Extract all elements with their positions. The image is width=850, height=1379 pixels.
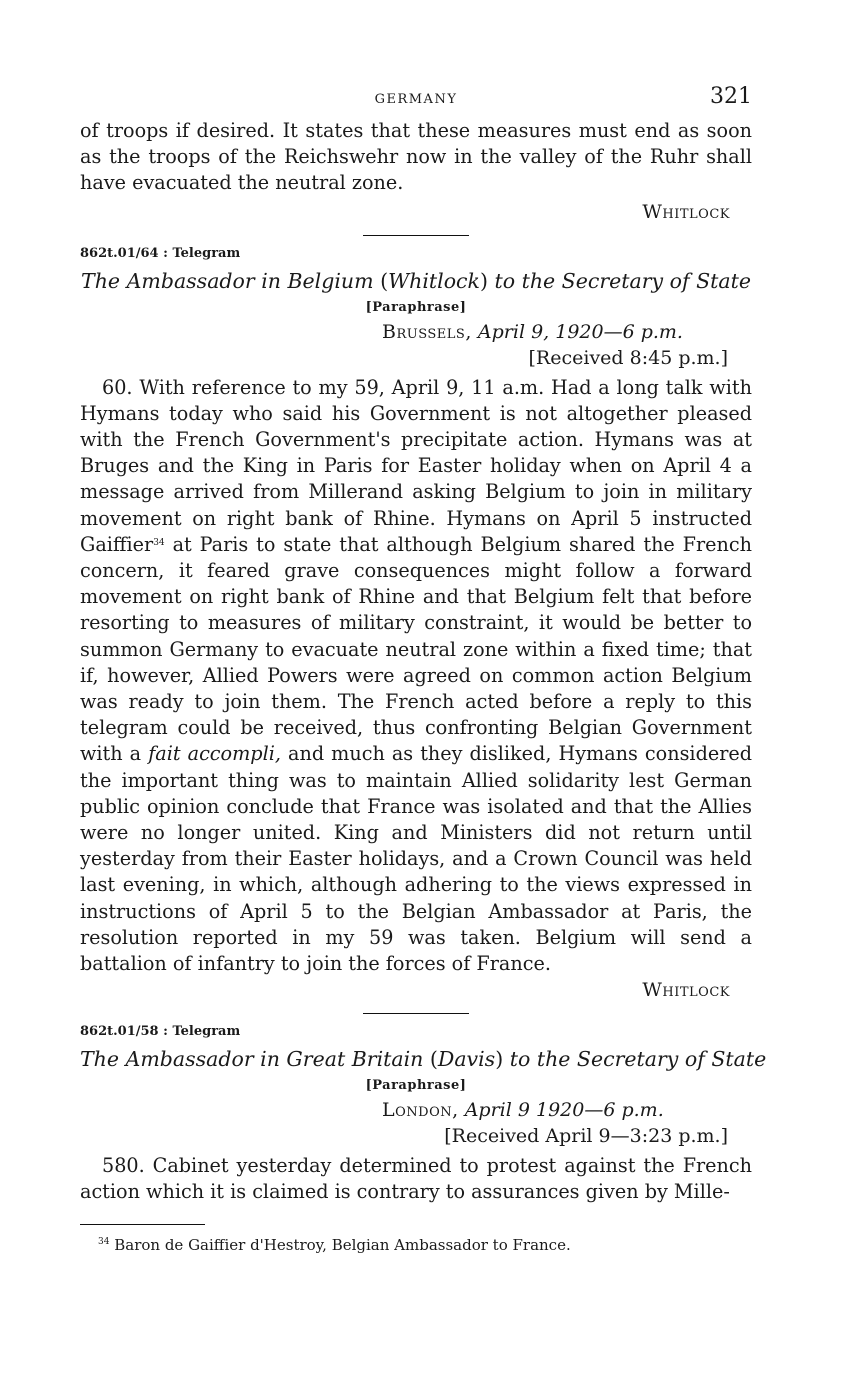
title-paren-close: ) [495, 1047, 504, 1072]
title-paren-open: ( [380, 268, 389, 293]
footnote-marker: 34 [153, 537, 165, 548]
received-time-1: [Received 8:45 p.m.] [528, 346, 728, 369]
date: April 9 1920—6 p.m. [464, 1099, 664, 1122]
document-page [80, 84, 767, 1255]
title-part-a: The Ambassador in Belgium [81, 268, 374, 293]
title-paren-close: ) [479, 268, 488, 293]
page-number: 321 [710, 84, 752, 109]
body-start: 60. With reference to my 59, April 9, 11 a.m. Had a long talk with Hymans today who said his Government is not altogether pleased with the French Government's precipitate action. Hymans was at Bruges and the King in Paris for Easter holiday when on April 4 a message arrived from Millerand asking Belgium to join in military movement on right bank of Rhine. Hymans on April 5 instructed Gaiffier [80, 375, 752, 556]
body-end: and much as they disliked, Hymans considered the important thing was to maintain Allied solidarity lest German public opinion conclude that France was isolated and that the Allies were no longer united. King and Ministers did not return until yesterday from their Easter holidays, and a Crown Council was held last evening, in which, although adhering to the views expressed in instructions of April 5 to the Belgian Ambassador at Paris, the resolution reported in my 59 was taken. Belgium will send a battalion of infantry to join the forces of France. [80, 742, 753, 976]
title-person: Davis [437, 1047, 496, 1072]
document-title-2 [80, 1046, 767, 1072]
body-italic: fait accompli, [148, 742, 281, 766]
dateline-2 [80, 1097, 752, 1123]
title-part-a: The Ambassador in Great Britain [80, 1047, 424, 1072]
section-divider-1 [363, 235, 469, 236]
footnote-rule [80, 1224, 205, 1225]
file-reference-1: 862t.01/64 : Telegram [80, 245, 241, 261]
telegram-body-2: 580. Cabinet yesterday determined to protest against the French action which it is claimed is contrary to assurances given by Mille- [80, 1154, 752, 1204]
place: Brussels, [382, 320, 472, 343]
document-title-1 [80, 268, 752, 294]
received-time-2: [Received April 9—3:23 p.m.] [444, 1125, 728, 1148]
running-head: GERMANY [374, 92, 458, 107]
dateline-1 [80, 319, 752, 345]
date: April 9, 1920—6 p.m. [477, 320, 683, 343]
title-part-b: to the Secretary of State [509, 1047, 767, 1072]
title-part-b: to the Secretary of State [494, 268, 751, 293]
signature-whitlock-1: Whitlock [642, 200, 730, 223]
footnote-number: 34 [98, 1236, 110, 1247]
place: London, [382, 1099, 459, 1122]
footnote-text: Baron de Gaiffier d'Hestroy, Belgian Ambassador to France. [114, 1235, 571, 1254]
paraphrase-label-2: [Paraphrase] [365, 1078, 467, 1094]
section-divider-2 [363, 1013, 469, 1014]
title-person: Whitlock [388, 268, 480, 293]
footnote [80, 1235, 752, 1255]
file-reference-2: 862t.01/58 : Telegram [80, 1024, 241, 1040]
paraphrase-label-1: [Paraphrase] [365, 299, 467, 315]
title-paren-open: ( [429, 1047, 438, 1072]
signature-whitlock-2: Whitlock [642, 979, 730, 1002]
continuation-paragraph: of troops if desired. It states that these measures must end as soon as the troops of the Reichswehr now in the valley of the Ruhr shall have evacuated the neutral zone. [80, 119, 752, 195]
page-header [80, 84, 752, 118]
body-mid: at Paris to state that although Belgium shared the French concern, it feared grave consequences might follow a forward movement on right bank of Rhine and that Belgium felt that before resorting to measures of military constraint, it would be better to summon Germany to evacuate neutral zone within a fixed time; that if, however, Allied Powers were agreed on common action Belgium was ready to join them. The French acted before a reply to this telegram could be received, thus confronting Belgian Government with a [80, 532, 752, 766]
telegram-body-1 [80, 375, 752, 978]
